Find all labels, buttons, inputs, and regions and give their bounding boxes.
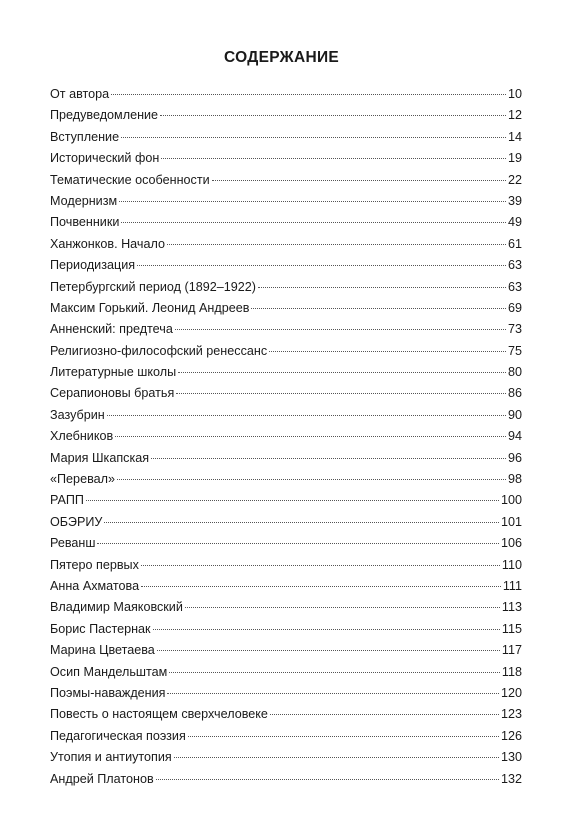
dot-leader — [151, 458, 506, 459]
toc-entry — [50, 747, 522, 768]
table-of-contents — [50, 84, 522, 790]
toc-entry-page: 132 — [500, 771, 522, 786]
toc-entry — [50, 662, 522, 683]
toc-entry — [50, 576, 522, 597]
toc-entry-page: 120 — [500, 685, 522, 700]
toc-entry — [50, 555, 522, 576]
dot-leader — [161, 158, 506, 159]
dot-leader — [156, 779, 499, 780]
dot-leader — [258, 287, 506, 288]
toc-entry-title: Петербургский период (1892–1922) — [50, 279, 256, 294]
toc-entry — [50, 426, 522, 447]
toc-entry — [50, 383, 522, 404]
dot-leader — [137, 265, 506, 266]
toc-entry-page: 126 — [500, 728, 522, 743]
toc-entry-title: Андрей Платонов — [50, 771, 154, 786]
toc-entry-page: 117 — [501, 643, 522, 658]
toc-entry-page: 12 — [507, 108, 522, 123]
toc-entry-title: Хлебников — [50, 429, 114, 444]
toc-entry — [50, 212, 522, 233]
toc-entry-title: РАПП — [50, 493, 84, 508]
toc-entry-title: Реванш — [50, 536, 96, 551]
toc-entry-page: 130 — [500, 750, 522, 765]
dot-leader — [107, 415, 506, 416]
toc-entry-title: ОБЭРИУ — [50, 514, 103, 529]
toc-entry — [50, 170, 522, 191]
toc-entry-title: Анна Ахматова — [50, 578, 140, 593]
toc-entry — [50, 84, 522, 105]
toc-entry-title: Анненский: предтеча — [50, 322, 173, 337]
toc-entry-title: Ханжонков. Начало — [50, 236, 165, 251]
toc-entry — [50, 640, 522, 661]
toc-entry-page: 106 — [500, 536, 522, 551]
toc-entry — [50, 148, 522, 169]
dot-leader — [176, 393, 506, 394]
toc-entry — [50, 191, 522, 212]
toc-entry-page: 19 — [507, 151, 522, 166]
toc-entry-title: От автора — [50, 87, 110, 101]
toc-entry-page: 69 — [507, 300, 522, 315]
dot-leader — [212, 180, 506, 181]
toc-entry-page: 86 — [507, 386, 522, 401]
toc-entry-page: 90 — [507, 407, 522, 422]
toc-entry-page: 80 — [507, 365, 522, 380]
dot-leader — [119, 201, 506, 202]
toc-entry-page: 39 — [507, 193, 522, 208]
toc-entry-title: Марина Цветаева — [50, 643, 155, 658]
toc-entry-page: 61 — [507, 236, 522, 251]
toc-entry — [50, 704, 522, 725]
dot-leader — [111, 94, 506, 95]
dot-leader — [167, 244, 506, 245]
toc-entry — [50, 255, 522, 276]
toc-entry — [50, 769, 522, 790]
toc-entry — [50, 105, 522, 126]
toc-entry-title: Исторический фон — [50, 151, 160, 166]
dot-leader — [117, 479, 506, 480]
toc-entry — [50, 619, 522, 640]
toc-entry-title: Педагогическая поэзия — [50, 728, 186, 743]
dot-leader — [141, 565, 500, 566]
toc-entry — [50, 448, 522, 469]
dot-leader — [157, 650, 500, 651]
dot-leader — [174, 757, 499, 758]
toc-entry-title: Пятеро первых — [50, 557, 139, 572]
toc-entry-page: 94 — [507, 429, 522, 444]
dot-leader — [188, 736, 499, 737]
toc-entry-title: Осип Мандельштам — [50, 664, 168, 679]
toc-entry-title: Борис Пастернак — [50, 621, 151, 636]
toc-entry — [50, 405, 522, 426]
toc-entry-page: 49 — [507, 215, 522, 230]
page-title: СОДЕРЖАНИЕ — [223, 49, 340, 66]
toc-entry-page: 110 — [501, 557, 522, 572]
toc-entry — [50, 234, 522, 255]
toc-entry-page: 115 — [501, 621, 522, 636]
dot-leader — [160, 115, 506, 116]
toc-entry-title: Религиозно-философский ренессанс — [50, 343, 268, 358]
dot-leader — [270, 714, 499, 715]
toc-entry-title: Предуведомление — [50, 108, 159, 123]
dot-leader — [121, 222, 506, 223]
toc-entry — [50, 683, 522, 704]
toc-entry — [50, 469, 522, 490]
dot-leader — [153, 629, 500, 630]
toc-entry — [50, 298, 522, 319]
toc-entry-page: 100 — [500, 493, 522, 508]
toc-entry-title: Модернизм — [50, 193, 118, 208]
toc-entry-title: Мария Шкапская — [50, 450, 150, 465]
toc-entry-page: 113 — [501, 600, 522, 615]
dot-leader — [185, 607, 500, 608]
toc-entry — [50, 319, 522, 340]
toc-entry-page: 14 — [507, 129, 522, 144]
toc-entry-title: Поэмы-наваждения — [50, 685, 166, 700]
dot-leader — [167, 693, 499, 694]
toc-entry-page: 118 — [501, 664, 522, 679]
toc-entry-page: 73 — [507, 322, 522, 337]
dot-leader — [178, 372, 506, 373]
toc-entry-title: Тематические особенности — [50, 172, 210, 187]
dot-leader — [104, 522, 499, 523]
toc-entry-title: Максим Горький. Леонид Андреев — [50, 300, 250, 315]
toc-entry-page: 111 — [502, 578, 522, 593]
toc-entry-title: Вступление — [50, 129, 120, 144]
toc-entry — [50, 533, 522, 554]
toc-entry-page: 96 — [507, 450, 522, 465]
dot-leader — [115, 436, 506, 437]
toc-entry — [50, 341, 522, 362]
toc-entry-title: Серапионовы братья — [50, 386, 175, 401]
toc-entry-title: Зазубрин — [50, 407, 105, 422]
toc-entry — [50, 127, 522, 148]
dot-leader — [121, 137, 506, 138]
toc-entry-title: Владимир Маяковский — [50, 600, 183, 615]
toc-entry — [50, 362, 522, 383]
dot-leader — [86, 500, 499, 501]
toc-entry-page: 98 — [507, 472, 522, 487]
toc-entry — [50, 512, 522, 533]
dot-leader — [97, 543, 499, 544]
toc-entry-page: 63 — [507, 258, 522, 273]
toc-entry — [50, 726, 522, 747]
toc-entry-page: 10 — [507, 87, 522, 101]
dot-leader — [169, 672, 500, 673]
toc-entry-title: Периодизация — [50, 258, 136, 273]
toc-entry — [50, 490, 522, 511]
toc-entry-page: 123 — [500, 707, 522, 722]
toc-entry — [50, 277, 522, 298]
toc-entry-title: «Перевал» — [50, 472, 115, 487]
dot-leader — [251, 308, 506, 309]
dot-leader — [141, 586, 501, 587]
toc-entry-title: Литературные школы — [50, 365, 177, 380]
toc-entry-page: 22 — [507, 172, 522, 187]
toc-entry-page: 63 — [507, 279, 522, 294]
toc-entry-page: 75 — [507, 343, 522, 358]
toc-entry-title: Утопия и антиутопия — [50, 750, 172, 765]
toc-entry-page: 101 — [500, 514, 522, 529]
dot-leader — [269, 351, 506, 352]
toc-entry-title: Почвенники — [50, 215, 120, 230]
toc-entry — [50, 597, 522, 618]
toc-entry-title: Повесть о настоящем сверхчеловеке — [50, 707, 268, 722]
dot-leader — [175, 329, 506, 330]
